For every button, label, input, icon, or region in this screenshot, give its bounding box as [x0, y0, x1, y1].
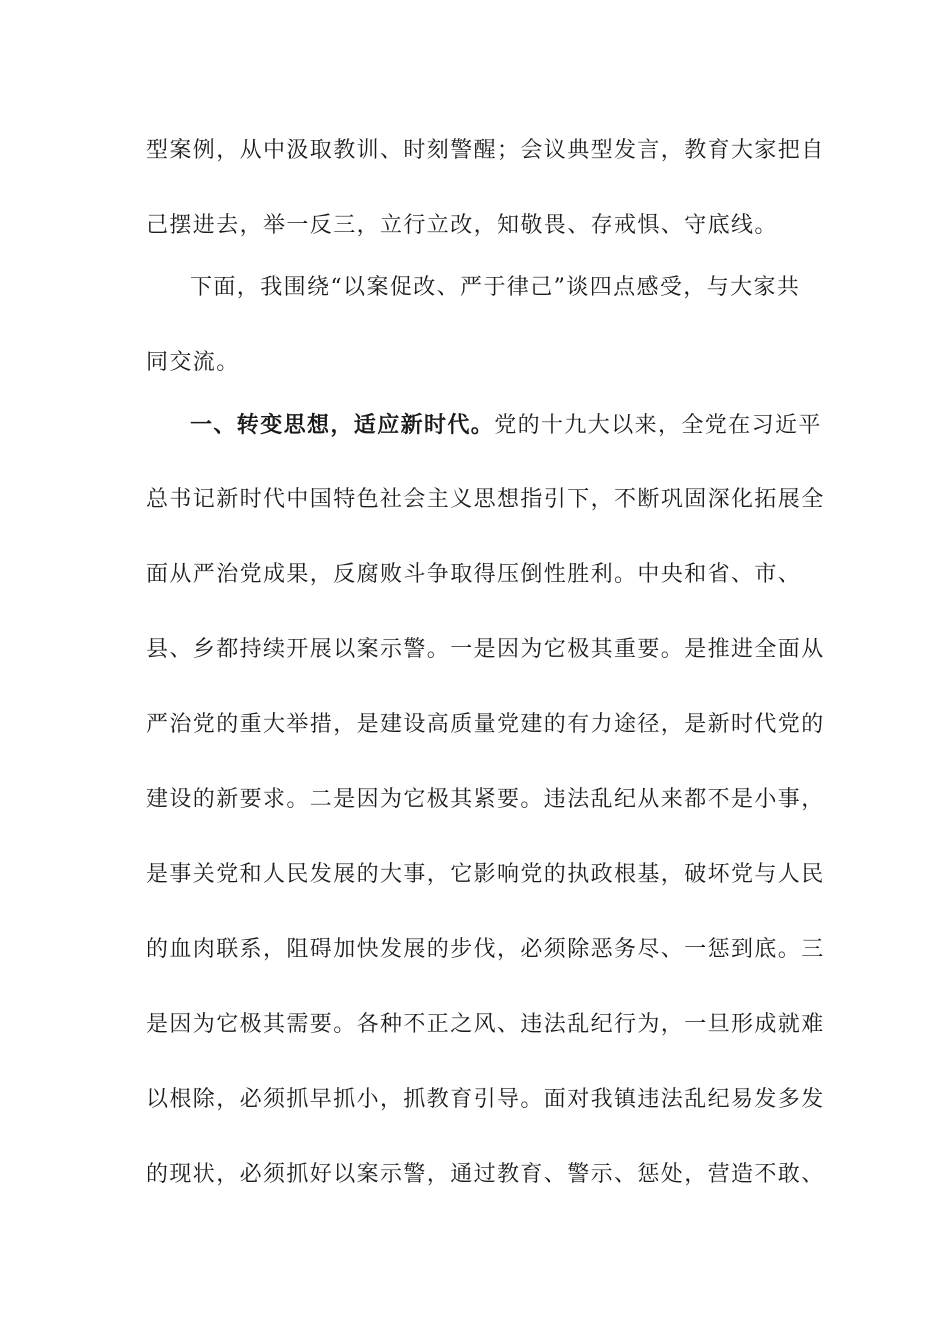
paragraph-line-12: 的血肉联系，阻碍加快发展的步伐，必须除恶务尽、一惩到底。三 [146, 937, 825, 962]
paragraph-line-11: 是事关党和人民发展的大事，它影响党的执政根基，破坏党与人民 [146, 862, 825, 887]
paragraph-line-3: 下面，我围绕“以案促改、严于律己”谈四点感受，与大家共 [190, 275, 801, 300]
paragraph-line-13: 是因为它极其需要。各种不正之风、违法乱纪行为，一旦形成就难 [146, 1012, 825, 1037]
paragraph-line-10: 建设的新要求。二是因为它极其紧要。违法乱纪从来都不是小事， [146, 787, 825, 812]
section-one-text-start: 党的十九大以来，全党在习近平 [494, 413, 822, 438]
paragraph-line-6: 总书记新时代中国特色社会主义思想指引下，不断巩固深化拓展全 [146, 487, 825, 512]
section-heading-one: 一、转变思想，适应新时代。 [190, 412, 495, 438]
paragraph-line-7: 面从严治党成果，反腐败斗争取得压倒性胜利。中央和省、市、 [146, 562, 802, 587]
paragraph-line-1: 型案例，从中汲取教训、时刻警醒；会议典型发言，教育大家把自 [146, 138, 825, 163]
paragraph-line-4: 同交流。 [146, 350, 240, 375]
paragraph-line-2: 己摆进去，举一反三，立行立改，知敬畏、存戒惧、守底线。 [146, 213, 778, 238]
paragraph-line-9: 严治党的重大举措，是建设高质量党建的有力途径，是新时代党的 [146, 712, 825, 737]
paragraph-line-8: 县、乡都持续开展以案示警。一是因为它极其重要。是推进全面从 [146, 637, 825, 662]
paragraph-line-14: 以根除，必须抓早抓小，抓教育引导。面对我镇违法乱纪易发多发 [146, 1087, 825, 1112]
paragraph-line-15: 的现状，必须抓好以案示警，通过教育、警示、惩处，营造不敢、 [146, 1162, 825, 1187]
section-one-first-line [190, 405, 822, 445]
